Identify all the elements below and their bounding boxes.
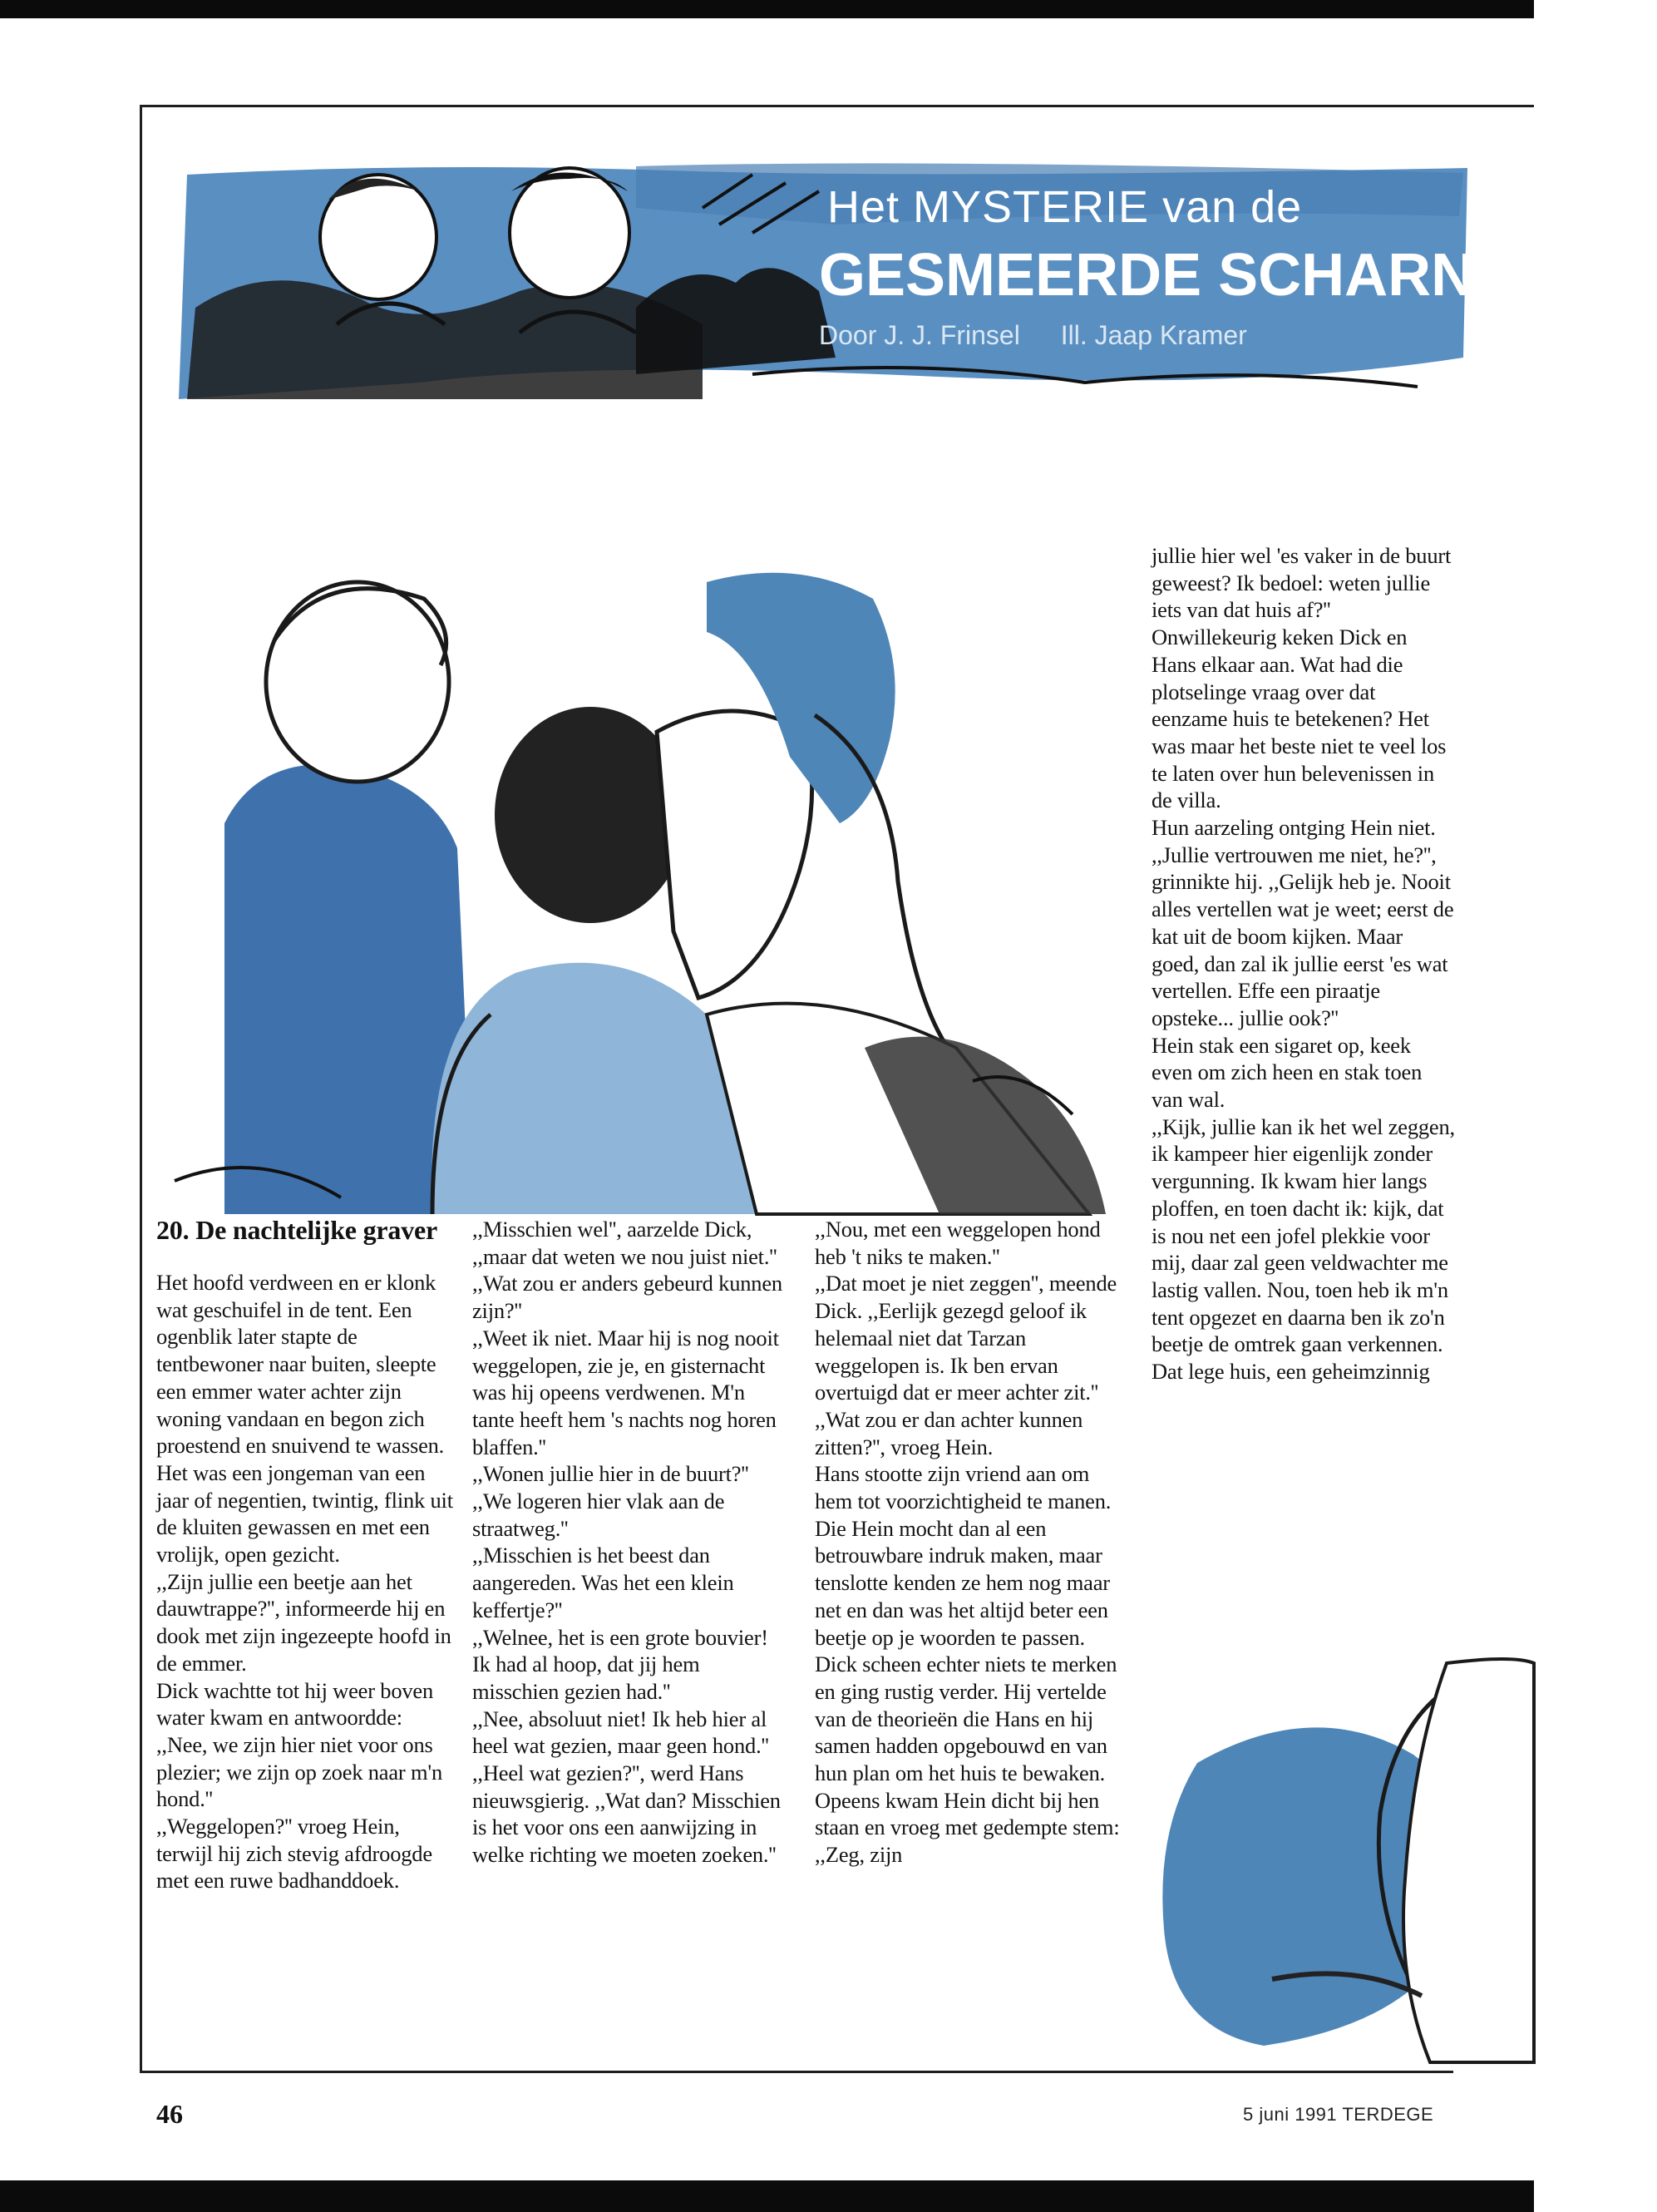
- scan-border-bottom: [0, 2180, 1534, 2212]
- text-column-2: [472, 1216, 788, 1869]
- page-frame-top-rule: [141, 105, 1534, 107]
- paragraph: ,,Weet ik niet. Maar hij is nog nooit weggelopen, zie je, en gisternacht was hij opeens verdwenen. M'n tante heeft hem 's nachts nog horen blaffen.'': [472, 1325, 779, 1459]
- paragraph: ,,Misschien wel'', aarzelde Dick, ,,maar dat weten we nou juist niet.'': [472, 1217, 777, 1269]
- paragraph: ,,Wat zou er anders gebeurd kunnen zijn?'': [472, 1271, 782, 1324]
- paragraph: Hun aarzeling ontging Hein niet.: [1152, 815, 1436, 841]
- page-frame-left-rule: [140, 105, 142, 2073]
- banner-title-line2: GESMEERDE SCHARNIEREN: [819, 242, 1657, 309]
- paragraph: ,,Jullie vertrouwen me niet, he?'', grinnikte hij. ,,Gelijk heb je. Nooit alles vertellen wat je weet; eerst de kat uit de boom kijken. Maar goed, dan zal ik jullie eerst 'es wat vertellen. Effe een piraatje opsteke... jullie ook?'': [1152, 842, 1454, 1030]
- paragraph: ,,Heel wat gezien?'', werd Hans nieuwsgierig. ,,Wat dan? Misschien is het voor ons een aanwijzing in welke richting we moeten zoeken.'': [472, 1760, 781, 1868]
- banner-illustrator: Ill. Jaap Kramer: [1060, 320, 1247, 350]
- paragraph: Het hoofd verdween en er klonk wat geschuifel in de tent. Een ogenblik later stapte de tentbewoner naar buiten, sleepte een emmer water achter zijn woning vandaan en begon zich proestend en snuivend te wassen. Het was een jongeman van een jaar of negentien, twintig, flink uit de kluiten gewassen en met een vrolijk, open gezicht.: [156, 1270, 453, 1568]
- main-illustration: [158, 549, 1139, 1214]
- publication-footer: 5 juni 1991 TERDEGE: [1243, 2104, 1434, 2125]
- banner-title-line1: Het MYSTERIE van de: [827, 182, 1303, 232]
- paragraph: Opeens kwam Hein dicht bij hen staan en vroeg met gedempte stem: ,,Zeg, zijn: [815, 1787, 1120, 1868]
- paragraph: ,,Kijk, jullie kan ik het wel zeggen, ik kampeer hier eigenlijk zonder vergunning. Ik kwam hier langs ploffen, en toen dacht ik: kijk, dat is nou net een jofel plekkie voor mij, daar zal geen veldwachter me lastig vallen. Nou, toen heb ik m'n tent opgezet en daarna ben ik zo'n beetje de omtrek gaan verkennen. Dat lege huis, een geheimzinnig: [1152, 1113, 1455, 1385]
- text-column-4: [1152, 542, 1455, 1385]
- banner-author: Door J. J. Frinsel: [819, 320, 1020, 350]
- paragraph: Hein stak een sigaret op, keek even om zich heen en stak toen van wal.: [1152, 1032, 1423, 1113]
- paragraph: ,,Welnee, het is een grote bouvier! Ik had al hoop, dat jij hem misschien gezien had.'': [472, 1624, 768, 1704]
- corner-illustration: [1147, 1630, 1534, 2062]
- text-column-1: [156, 1214, 456, 1894]
- paragraph: ,,Wonen jullie hier in de buurt?'': [472, 1461, 749, 1487]
- paragraph: Onwillekeurig keken Dick en Hans elkaar aan. Wat had die plotselinge vraag over dat eenzame huis te betekenen? Het was maar het beste niet te veel los te laten over hun belevenissen in de villa.: [1152, 625, 1447, 813]
- scan-border-top: [0, 0, 1534, 18]
- text-column-3: [815, 1216, 1127, 1869]
- paragraph: Hans stootte zijn vriend aan om hem tot voorzichtigheid te manen. Die Hein mocht dan al een betrouwbare indruk maken, maar tenslotte kenden ze hem nog maar net en dan was het altijd beter een beetje op je woorden te passen. Dick scheen echter niets te merken en ging rustig verder. Hij vertelde van de theorieën die Hans en hij samen hadden opgebouwd en van hun plan om het huis te bewaken.: [815, 1461, 1117, 1786]
- paragraph: Dick wachtte tot hij weer boven water kwam en antwoordde: ,,Nee, we zijn hier niet voor ons plezier; we zijn op zoek naar m'n hond.'': [156, 1677, 442, 1812]
- paragraph: ,,Nee, absoluut niet! Ik heb hier al heel wat gezien, maar geen hond.'': [472, 1706, 769, 1759]
- paragraph: jullie hier wel 'es vaker in de buurt geweest? Ik bedoel: weten jullie iets van dat huis af?'': [1152, 543, 1452, 623]
- paragraph: ,,Misschien is het beest dan aangereden. Was het een klein keffertje?'': [472, 1543, 734, 1622]
- story-banner: [170, 158, 1657, 407]
- banner-credits: [819, 320, 1384, 351]
- paragraph: ,,Dat moet je niet zeggen'', meende Dick. ,,Eerlijk gezegd geloof ik helemaal niet dat Tarzan weggelopen is. Ik ben ervan overtuigd dat er meer achter zit.'': [815, 1271, 1117, 1405]
- chapter-title: 20. De nachtelijke graver: [156, 1215, 438, 1245]
- page-number: 46: [156, 2099, 183, 2129]
- paragraph: ,,Weggelopen?'' vroeg Hein, terwijl hij zich stevig afdroogde met een ruwe badhanddoek.: [156, 1814, 432, 1894]
- paragraph: ,,We logeren hier vlak aan de straatweg.'': [472, 1489, 725, 1541]
- paragraph: ,,Wat zou er dan achter kunnen zitten?'', vroeg Hein.: [815, 1406, 1083, 1459]
- page-frame-bottom-rule: [140, 2071, 1453, 2073]
- paragraph: ,,Nou, met een weggelopen hond heb 't niks te maken.'': [815, 1217, 1101, 1269]
- paragraph: ,,Zijn jullie een beetje aan het dauwtrappe?'', informeerde hij en dook met zijn ingezeepte hoofd in de emmer.: [156, 1568, 451, 1676]
